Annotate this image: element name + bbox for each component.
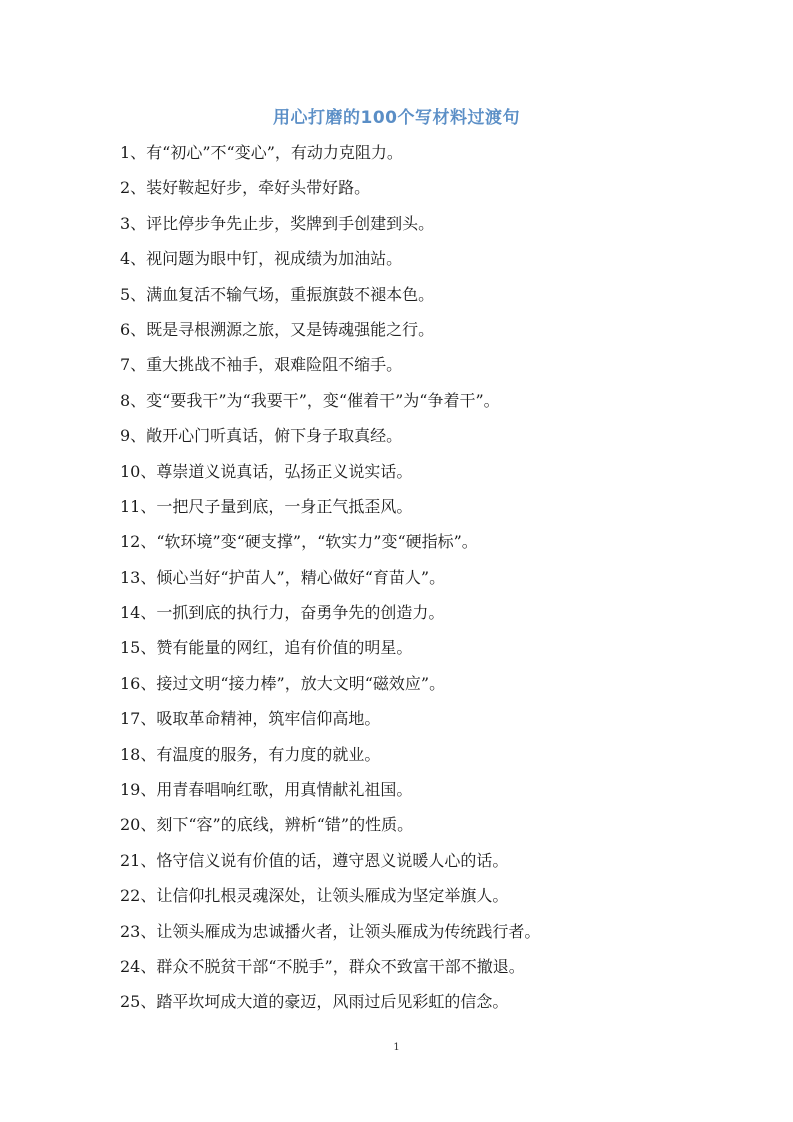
list-item: 18、有温度的服务，有力度的就业。 [120, 744, 381, 764]
list-item: 13、倾心当好“护苗人”，精心做好“育苗人”。 [120, 567, 446, 587]
list-item: 17、吸取革命精神，筑牢信仰高地。 [120, 709, 381, 729]
list-item: 15、赞有能量的网红，追有价值的明星。 [120, 638, 413, 658]
list-item: 6、既是寻根溯源之旅，又是铸魂强能之行。 [120, 319, 435, 339]
list-item: 4、视问题为眼中钉，视成绩为加油站。 [120, 249, 403, 269]
list-item: 23、让领头雁成为忠诚播火者，让领头雁成为传统践行者。 [120, 921, 541, 941]
list-item: 5、满血复活不输气场，重振旗鼓不褪本色。 [120, 284, 435, 304]
list-item: 14、一抓到底的执行力，奋勇争先的创造力。 [120, 603, 445, 623]
list-item: 8、变“要我干”为“我要干”，变“催着干”为“争着干”。 [120, 390, 500, 410]
list-item: 25、踏平坎坷成大道的豪迈，风雨过后见彩虹的信念。 [120, 992, 509, 1012]
page-number: 1 [393, 1042, 400, 1053]
list-item: 1、有“初心”不“变心”，有动力克阻力。 [120, 143, 403, 162]
list-item: 3、评比停步争先止步，奖牌到手创建到头。 [120, 213, 435, 233]
list-item: 22、让信仰扎根灵魂深处，让领头雁成为坚定举旗人。 [120, 886, 509, 906]
list-item: 20、刻下“容”的底线，辨析“错”的性质。 [120, 815, 414, 835]
list-item: 9、敞开心门听真话，俯下身子取真经。 [120, 426, 403, 446]
list-item: 12、“软环境”变“硬支撑”，“软实力”变“硬指标”。 [120, 532, 478, 552]
list-item: 7、重大挑战不袖手，艰难险阻不缩手。 [120, 355, 403, 375]
list-item: 16、接过文明“接力棒”，放大文明“磁效应”。 [120, 673, 446, 693]
sentence-list [120, 139, 680, 1024]
document-title: 用心打磨的100个写材料过渡句 [273, 108, 520, 128]
list-item: 11、一把尺子量到底，一身正气抵歪风。 [120, 496, 413, 516]
list-item: 21、恪守信义说有价值的话，遵守恩义说暖人心的话。 [120, 850, 509, 870]
list-item: 19、用青春唱响红歌，用真情献礼祖国。 [120, 780, 413, 800]
list-item: 10、尊崇道义说真话，弘扬正义说实话。 [120, 461, 413, 481]
list-item: 2、装好鞍起好步，牵好头带好路。 [120, 178, 371, 198]
list-item: 24、群众不脱贫干部“不脱手”，群众不致富干部不撤退。 [120, 956, 525, 976]
